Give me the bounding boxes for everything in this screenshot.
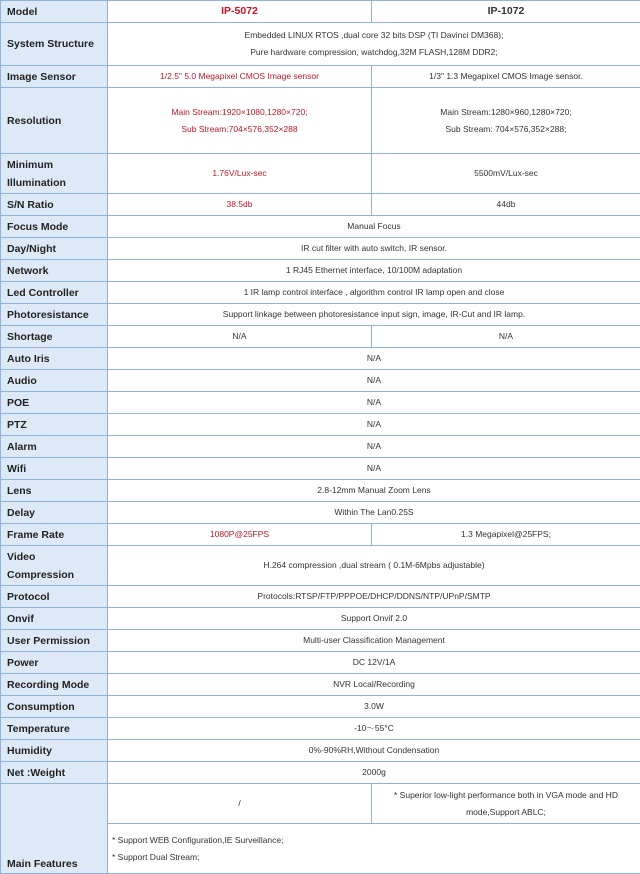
row-lens <box>1 480 640 502</box>
value-line: Sub Stream:704×576,352×288 <box>112 121 367 138</box>
row-recording-mode <box>1 674 640 696</box>
row-label: Shortage <box>1 326 108 348</box>
row-label: Network <box>1 260 108 282</box>
row-alarm <box>1 436 640 458</box>
value-line: Sub Stream: 704×576,352×288; <box>376 121 636 138</box>
value-a <box>108 88 372 154</box>
row-value: N/A <box>108 414 640 436</box>
row-main-features-top <box>1 784 640 824</box>
row-value: DC 12V/1A <box>108 652 640 674</box>
value-b <box>372 88 640 154</box>
row-label: Net :Weight <box>1 762 108 784</box>
row-value: 2.8-12mm Manual Zoom Lens <box>108 480 640 502</box>
row-label: System Structure <box>1 23 108 66</box>
row-label: Humidity <box>1 740 108 762</box>
value-b: 5500mV/Lux-sec <box>372 154 640 194</box>
row-value <box>108 23 640 66</box>
row-label: Audio <box>1 370 108 392</box>
label-line: Minimum <box>7 156 103 174</box>
value-b: 1/3" 1.3 Megapixel CMOS Image sensor. <box>372 66 640 88</box>
value-line: Main Stream:1920×1080,1280×720; <box>112 104 367 121</box>
value-b <box>372 784 640 824</box>
row-label <box>1 546 108 586</box>
row-label: Image Sensor <box>1 66 108 88</box>
row-value: -10～55°C <box>108 718 640 740</box>
row-label: Led Controller <box>1 282 108 304</box>
value-line: * Support Dual Stream; <box>112 849 636 866</box>
value-a: 1.76V/Lux-sec <box>108 154 372 194</box>
label-line: Video <box>7 548 103 566</box>
row-value <box>108 824 640 874</box>
header-row <box>1 1 640 23</box>
header-model-label: Model <box>1 1 108 23</box>
value-line: Main Stream:1280×960,1280×720; <box>376 104 636 121</box>
row-label: POE <box>1 392 108 414</box>
value-a: 1080P@25FPS <box>108 524 372 546</box>
row-protocol <box>1 586 640 608</box>
row-auto-iris <box>1 348 640 370</box>
row-value: N/A <box>108 392 640 414</box>
row-frame-rate <box>1 524 640 546</box>
row-label: Photoresistance <box>1 304 108 326</box>
row-video-compression <box>1 546 640 586</box>
row-poe <box>1 392 640 414</box>
row-value: NVR Local/Recording <box>108 674 640 696</box>
value-b: N/A <box>372 326 640 348</box>
label-line: Illumination <box>7 174 103 192</box>
row-value: Support Onvif 2.0 <box>108 608 640 630</box>
row-label: Wifi <box>1 458 108 480</box>
row-label: S/N Ratio <box>1 194 108 216</box>
row-label: Onvif <box>1 608 108 630</box>
row-system-structure <box>1 23 640 66</box>
row-photoresistance <box>1 304 640 326</box>
row-value: N/A <box>108 458 640 480</box>
row-value: 3.0W <box>108 696 640 718</box>
row-label: Frame Rate <box>1 524 108 546</box>
label-line: Compression <box>7 566 103 584</box>
row-power <box>1 652 640 674</box>
row-image-sensor <box>1 66 640 88</box>
row-label: Lens <box>1 480 108 502</box>
row-audio <box>1 370 640 392</box>
row-value: Protocols:RTSP/FTP/PPPOE/DHCP/DDNS/NTP/UPnP/SMTP <box>108 586 640 608</box>
row-net-weight <box>1 762 640 784</box>
row-value: IR cut filter with auto switch, IR sensor. <box>108 238 640 260</box>
value-line: * Support WEB Configuration,IE Surveillance; <box>112 832 636 849</box>
row-label: Alarm <box>1 436 108 458</box>
row-value: Manual Focus <box>108 216 640 238</box>
row-onvif <box>1 608 640 630</box>
header-model-a: IP-5072 <box>108 1 372 23</box>
header-model-b: IP-1072 <box>372 1 640 23</box>
row-value: Support linkage between photoresistance input sign, image, IR-Cut and IR lamp. <box>108 304 640 326</box>
row-label: Auto Iris <box>1 348 108 370</box>
row-day-night <box>1 238 640 260</box>
row-label: Recording Mode <box>1 674 108 696</box>
row-value: Multi-user Classification Management <box>108 630 640 652</box>
row-led-controller <box>1 282 640 304</box>
row-consumption <box>1 696 640 718</box>
row-value: 1 RJ45 Ethernet interface, 10/100M adaptation <box>108 260 640 282</box>
value-a: / <box>108 784 372 824</box>
row-shortage <box>1 326 640 348</box>
value-line: mode,Support ABLC; <box>376 804 636 821</box>
row-label: Temperature <box>1 718 108 740</box>
row-sn-ratio <box>1 194 640 216</box>
row-label: User Permission <box>1 630 108 652</box>
value-b: 1.3 Megapixel@25FPS; <box>372 524 640 546</box>
row-humidity <box>1 740 640 762</box>
value-a: N/A <box>108 326 372 348</box>
row-label: Focus Mode <box>1 216 108 238</box>
row-temperature <box>1 718 640 740</box>
row-label: Delay <box>1 502 108 524</box>
row-label: Consumption <box>1 696 108 718</box>
row-label <box>1 154 108 194</box>
row-value: Within The Lan0.25S <box>108 502 640 524</box>
value-line: * Superior low-light performance both in VGA mode and HD <box>376 787 636 804</box>
row-value: N/A <box>108 436 640 458</box>
value-a: 1/2.5" 5.0 Megapixel CMOS Image sensor <box>108 66 372 88</box>
row-value: 1 IR lamp control interface , algorithm control IR lamp open and close <box>108 282 640 304</box>
value-b: 44db <box>372 194 640 216</box>
row-label: PTZ <box>1 414 108 436</box>
row-wifi <box>1 458 640 480</box>
value-a: 38.5db <box>108 194 372 216</box>
row-label: Day/Night <box>1 238 108 260</box>
row-network <box>1 260 640 282</box>
value-line: Embedded LINUX RTOS ,dual core 32 bits DSP (TI Davinci DM368); <box>112 27 636 44</box>
row-value: N/A <box>108 370 640 392</box>
row-ptz <box>1 414 640 436</box>
row-delay <box>1 502 640 524</box>
row-label: Resolution <box>1 88 108 154</box>
row-value: N/A <box>108 348 640 370</box>
row-label: Protocol <box>1 586 108 608</box>
row-value: 0%-90%RH,Without Condensation <box>108 740 640 762</box>
row-resolution <box>1 88 640 154</box>
row-label: Power <box>1 652 108 674</box>
row-value: 2000g <box>108 762 640 784</box>
row-focus-mode <box>1 216 640 238</box>
row-value: H.264 compression ,dual stream ( 0.1M-6Mpbs adjustable) <box>108 546 640 586</box>
value-line: Pure hardware compression, watchdog,32M FLASH,128M DDR2; <box>112 44 636 61</box>
row-min-illumination <box>1 154 640 194</box>
row-label: Main Features <box>1 784 108 874</box>
row-user-permission <box>1 630 640 652</box>
